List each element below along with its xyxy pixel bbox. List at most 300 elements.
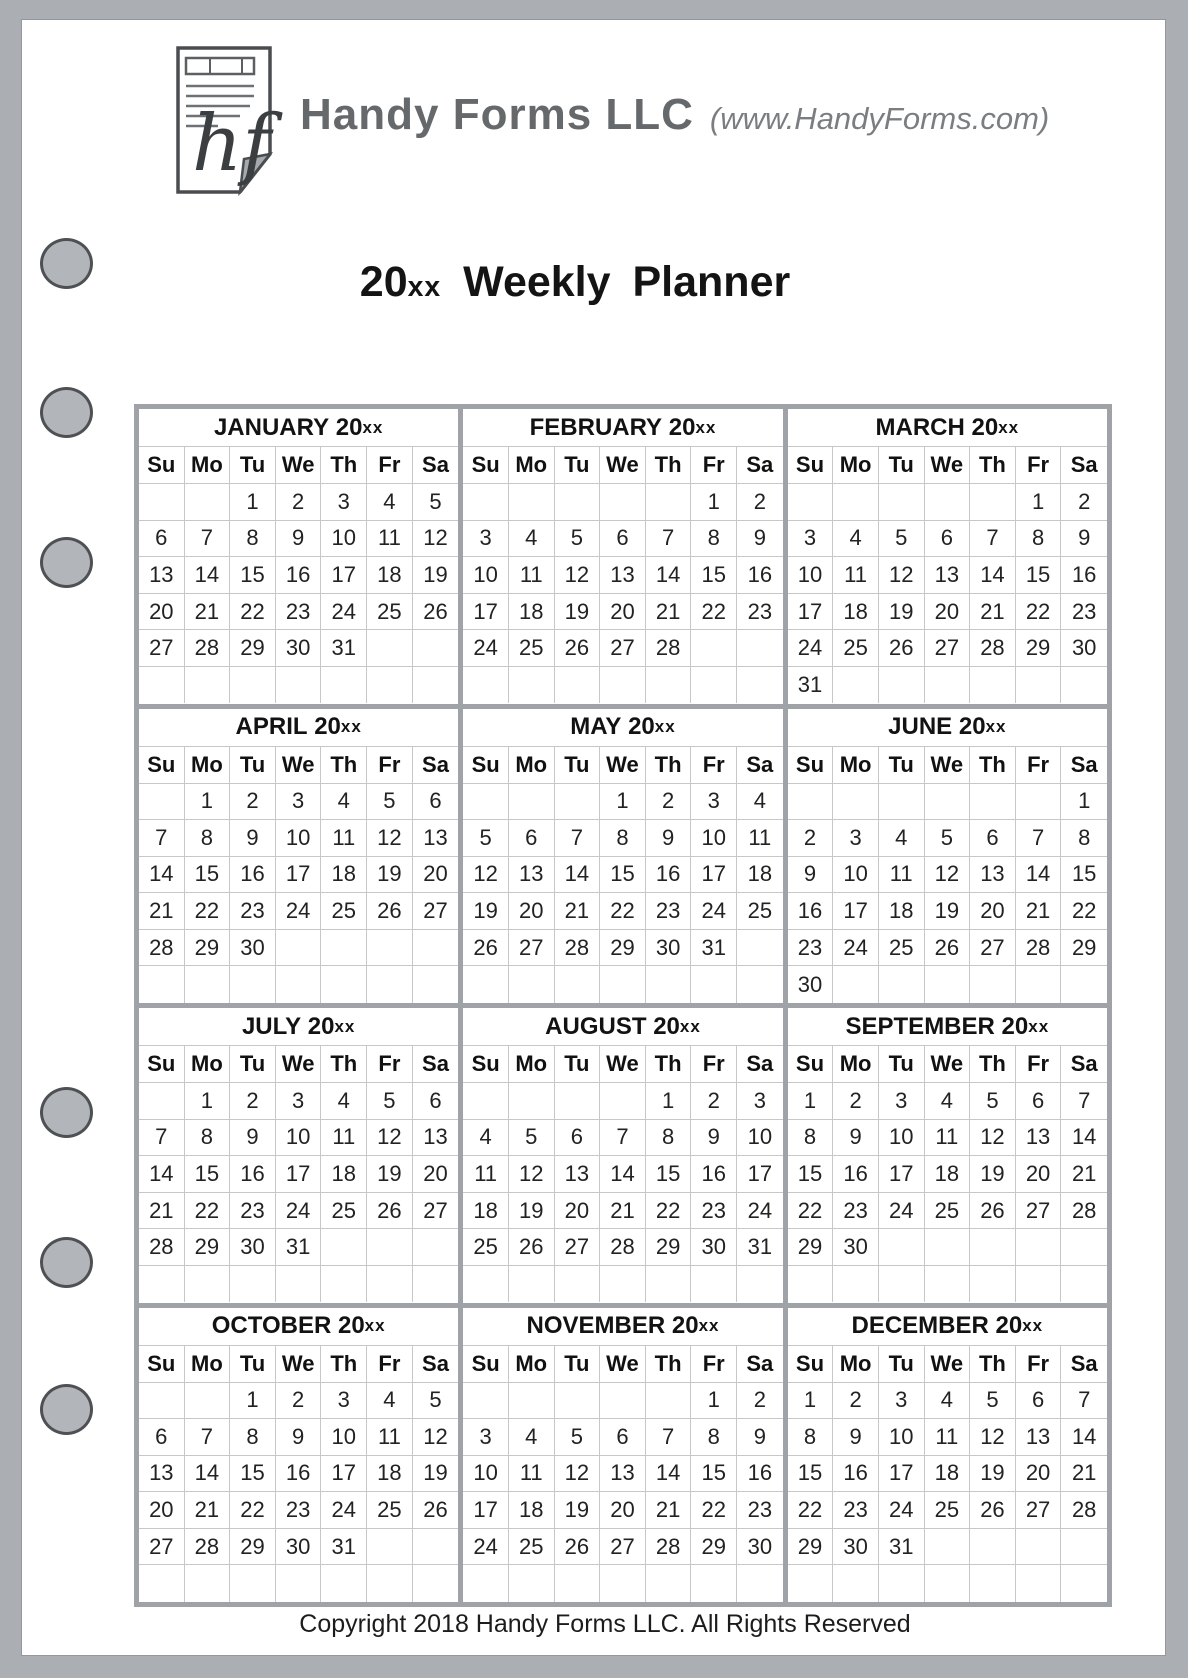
- day-cell: [367, 630, 413, 667]
- day-cell: [879, 484, 925, 521]
- day-cell: 17: [833, 893, 879, 930]
- day-cell: [1016, 1266, 1062, 1303]
- day-cell: 21: [646, 594, 692, 631]
- day-cell: 20: [555, 1193, 601, 1230]
- day-cell: 11: [321, 1120, 367, 1157]
- day-cell: 3: [788, 521, 834, 558]
- month-grid: [139, 447, 458, 704]
- day-cell: 25: [463, 1229, 509, 1266]
- day-cell: 28: [185, 630, 231, 667]
- month-grid: [463, 1346, 782, 1603]
- day-cell: 3: [691, 784, 737, 821]
- day-cell: 12: [879, 557, 925, 594]
- day-cell: 19: [509, 1193, 555, 1230]
- month-year-suffix: xx: [985, 717, 1007, 736]
- day-cell: 6: [413, 1083, 459, 1120]
- month-year: 20: [668, 413, 696, 441]
- weekday-header: Mo: [185, 447, 231, 484]
- day-cell: 23: [737, 1492, 783, 1529]
- day-cell: 3: [879, 1083, 925, 1120]
- day-cell: [970, 1529, 1016, 1566]
- day-cell: 30: [833, 1529, 879, 1566]
- month-year: 20: [1001, 1012, 1029, 1040]
- month-title: [139, 409, 458, 447]
- day-cell: [879, 667, 925, 704]
- day-cell: 14: [600, 1156, 646, 1193]
- day-cell: 3: [321, 1383, 367, 1420]
- day-cell: [737, 630, 783, 667]
- day-cell: [321, 930, 367, 967]
- weekday-header: Fr: [367, 1346, 413, 1383]
- day-cell: 5: [879, 521, 925, 558]
- brand-name: Handy Forms LLC: [300, 90, 694, 139]
- weekday-header: Su: [788, 1346, 834, 1383]
- day-cell: [139, 784, 185, 821]
- day-cell: 2: [833, 1083, 879, 1120]
- day-cell: 28: [185, 1529, 231, 1566]
- day-cell: 1: [185, 1083, 231, 1120]
- day-cell: 24: [321, 1492, 367, 1529]
- day-cell: 2: [1061, 484, 1107, 521]
- day-cell: 1: [788, 1083, 834, 1120]
- day-cell: 4: [833, 521, 879, 558]
- day-cell: 8: [1061, 820, 1107, 857]
- day-cell: 5: [925, 820, 971, 857]
- day-cell: 11: [737, 820, 783, 857]
- day-cell: 25: [321, 893, 367, 930]
- weekday-header: Fr: [367, 747, 413, 784]
- day-cell: [463, 1565, 509, 1602]
- weekday-header: Sa: [413, 1346, 459, 1383]
- day-cell: 11: [321, 820, 367, 857]
- weekday-header: Fr: [1016, 447, 1062, 484]
- day-cell: 14: [139, 857, 185, 894]
- day-cell: 16: [230, 1156, 276, 1193]
- day-cell: [413, 966, 459, 1003]
- day-cell: 21: [555, 893, 601, 930]
- day-cell: [1016, 784, 1062, 821]
- day-cell: 16: [737, 1456, 783, 1493]
- day-cell: [1061, 1565, 1107, 1602]
- copyright-line: Copyright 2018 Handy Forms LLC. All Rights Reserved: [299, 1610, 911, 1638]
- weekday-header: Fr: [691, 447, 737, 484]
- day-cell: 20: [509, 893, 555, 930]
- day-cell: [509, 1083, 555, 1120]
- day-cell: 1: [600, 784, 646, 821]
- day-cell: 28: [139, 930, 185, 967]
- day-cell: 25: [367, 594, 413, 631]
- day-cell: 20: [1016, 1156, 1062, 1193]
- weekday-header: Fr: [367, 447, 413, 484]
- weekday-header: Sa: [413, 747, 459, 784]
- day-cell: 14: [970, 557, 1016, 594]
- weekday-header: Th: [646, 447, 692, 484]
- day-cell: [600, 1565, 646, 1602]
- day-cell: [1061, 1266, 1107, 1303]
- day-cell: [413, 930, 459, 967]
- document-icon: [168, 42, 284, 198]
- weekday-header: We: [925, 1046, 971, 1083]
- day-cell: 21: [185, 594, 231, 631]
- day-cell: [139, 966, 185, 1003]
- weekday-header: Th: [646, 747, 692, 784]
- day-cell: [925, 1529, 971, 1566]
- day-cell: [321, 1266, 367, 1303]
- month-name: JUNE: [888, 713, 953, 740]
- day-cell: 18: [833, 594, 879, 631]
- month-title: [139, 1008, 458, 1046]
- weekday-header: We: [600, 747, 646, 784]
- day-cell: 13: [925, 557, 971, 594]
- day-cell: [600, 966, 646, 1003]
- weekday-header: Sa: [737, 1346, 783, 1383]
- day-cell: 24: [737, 1193, 783, 1230]
- day-cell: 5: [970, 1383, 1016, 1420]
- day-cell: [737, 1565, 783, 1602]
- day-cell: 15: [185, 1156, 231, 1193]
- day-cell: 2: [691, 1083, 737, 1120]
- day-cell: 15: [788, 1456, 834, 1493]
- day-cell: 28: [555, 930, 601, 967]
- day-cell: 25: [321, 1193, 367, 1230]
- day-cell: 4: [509, 1419, 555, 1456]
- day-cell: 26: [555, 1529, 601, 1566]
- day-cell: 9: [691, 1120, 737, 1157]
- day-cell: 30: [788, 966, 834, 1003]
- day-cell: 31: [691, 930, 737, 967]
- day-cell: 24: [463, 1529, 509, 1566]
- weekday-header: Su: [139, 747, 185, 784]
- weekday-header: Fr: [691, 1046, 737, 1083]
- month-block-may: [463, 709, 782, 1004]
- weekday-header: Tu: [879, 447, 925, 484]
- day-cell: [509, 784, 555, 821]
- day-cell: 6: [413, 784, 459, 821]
- day-cell: [185, 966, 231, 1003]
- day-cell: 18: [367, 1456, 413, 1493]
- month-title: [788, 1308, 1107, 1346]
- day-cell: 25: [509, 630, 555, 667]
- day-cell: [276, 667, 322, 704]
- day-cell: [970, 966, 1016, 1003]
- day-cell: 22: [691, 594, 737, 631]
- day-cell: 3: [833, 820, 879, 857]
- day-cell: [367, 1229, 413, 1266]
- weekday-header: Su: [139, 1046, 185, 1083]
- day-cell: 23: [646, 893, 692, 930]
- day-cell: 20: [1016, 1456, 1062, 1493]
- month-year: 20: [995, 1312, 1023, 1339]
- day-cell: 1: [646, 1083, 692, 1120]
- day-cell: 19: [970, 1156, 1016, 1193]
- day-cell: 8: [600, 820, 646, 857]
- day-cell: [1016, 1565, 1062, 1602]
- day-cell: [555, 484, 601, 521]
- day-cell: 2: [788, 820, 834, 857]
- weekday-header: Sa: [737, 447, 783, 484]
- day-cell: [788, 784, 834, 821]
- brand-header: [300, 90, 1049, 140]
- day-cell: 13: [413, 820, 459, 857]
- day-cell: 29: [1061, 930, 1107, 967]
- month-grid: [463, 447, 782, 704]
- weekday-header: Tu: [555, 1046, 601, 1083]
- month-name: MARCH: [875, 413, 965, 441]
- day-cell: 10: [737, 1120, 783, 1157]
- weekday-header: Fr: [1016, 747, 1062, 784]
- day-cell: 6: [970, 820, 1016, 857]
- day-cell: [788, 484, 834, 521]
- weekday-header: We: [925, 447, 971, 484]
- day-cell: 31: [737, 1229, 783, 1266]
- day-cell: [413, 1229, 459, 1266]
- day-cell: 27: [413, 1193, 459, 1230]
- day-cell: [463, 1083, 509, 1120]
- day-cell: 30: [691, 1229, 737, 1266]
- day-cell: 2: [833, 1383, 879, 1420]
- day-cell: [367, 1266, 413, 1303]
- weekday-header: Su: [463, 1046, 509, 1083]
- weekday-header: Su: [463, 1346, 509, 1383]
- day-cell: [230, 667, 276, 704]
- day-cell: 25: [367, 1492, 413, 1529]
- day-cell: 19: [413, 557, 459, 594]
- day-cell: 15: [230, 557, 276, 594]
- day-cell: 5: [367, 1083, 413, 1120]
- day-cell: 21: [970, 594, 1016, 631]
- weekday-header: Th: [321, 1046, 367, 1083]
- weekday-header: Su: [463, 747, 509, 784]
- day-cell: 3: [737, 1083, 783, 1120]
- day-cell: [879, 784, 925, 821]
- day-cell: 8: [788, 1120, 834, 1157]
- day-cell: 14: [1061, 1120, 1107, 1157]
- day-cell: 21: [185, 1492, 231, 1529]
- day-cell: 13: [139, 1456, 185, 1493]
- day-cell: 20: [139, 594, 185, 631]
- day-cell: [367, 930, 413, 967]
- day-cell: 6: [600, 1419, 646, 1456]
- day-cell: 12: [509, 1156, 555, 1193]
- day-cell: [788, 1266, 834, 1303]
- day-cell: [788, 1565, 834, 1602]
- day-cell: 2: [737, 484, 783, 521]
- day-cell: 13: [1016, 1419, 1062, 1456]
- day-cell: 14: [1061, 1419, 1107, 1456]
- day-cell: 12: [970, 1419, 1016, 1456]
- day-cell: 19: [879, 594, 925, 631]
- day-cell: 15: [646, 1156, 692, 1193]
- month-title: [139, 709, 458, 747]
- day-cell: 25: [833, 630, 879, 667]
- day-cell: 4: [925, 1083, 971, 1120]
- day-cell: [833, 1565, 879, 1602]
- weekday-header: Tu: [555, 1346, 601, 1383]
- day-cell: 14: [555, 857, 601, 894]
- day-cell: 23: [230, 893, 276, 930]
- day-cell: 30: [276, 630, 322, 667]
- day-cell: 7: [646, 1419, 692, 1456]
- month-block-july: [139, 1008, 458, 1303]
- day-cell: [463, 484, 509, 521]
- day-cell: [321, 1565, 367, 1602]
- day-cell: 6: [139, 1419, 185, 1456]
- day-cell: 16: [833, 1456, 879, 1493]
- month-block-february: [463, 409, 782, 704]
- day-cell: [555, 1083, 601, 1120]
- day-cell: 9: [276, 1419, 322, 1456]
- day-cell: [139, 667, 185, 704]
- month-name: JULY: [241, 1012, 302, 1040]
- weekday-header: Th: [970, 447, 1016, 484]
- day-cell: 29: [600, 930, 646, 967]
- month-name: MAY: [570, 713, 622, 740]
- day-cell: [925, 484, 971, 521]
- day-cell: 16: [1061, 557, 1107, 594]
- day-cell: [185, 1383, 231, 1420]
- day-cell: 1: [230, 1383, 276, 1420]
- day-cell: 3: [463, 521, 509, 558]
- day-cell: 6: [139, 521, 185, 558]
- day-cell: 22: [1061, 893, 1107, 930]
- day-cell: 8: [185, 820, 231, 857]
- day-cell: 12: [555, 1456, 601, 1493]
- day-cell: 17: [463, 594, 509, 631]
- day-cell: 17: [737, 1156, 783, 1193]
- day-cell: 8: [788, 1419, 834, 1456]
- day-cell: 27: [600, 630, 646, 667]
- day-cell: [646, 484, 692, 521]
- day-cell: 18: [879, 893, 925, 930]
- weekday-header: Tu: [555, 447, 601, 484]
- day-cell: 11: [509, 1456, 555, 1493]
- day-cell: [185, 1266, 231, 1303]
- day-cell: [970, 484, 1016, 521]
- day-cell: 29: [788, 1529, 834, 1566]
- day-cell: 18: [509, 1492, 555, 1529]
- day-cell: 10: [463, 557, 509, 594]
- day-cell: 16: [276, 557, 322, 594]
- day-cell: [367, 667, 413, 704]
- day-cell: 1: [185, 784, 231, 821]
- day-cell: 26: [879, 630, 925, 667]
- day-cell: 22: [600, 893, 646, 930]
- day-cell: 26: [367, 893, 413, 930]
- punch-hole: [40, 387, 93, 438]
- day-cell: [185, 484, 231, 521]
- day-cell: 8: [646, 1120, 692, 1157]
- month-year-suffix: xx: [695, 417, 717, 437]
- day-cell: 6: [925, 521, 971, 558]
- day-cell: 4: [925, 1383, 971, 1420]
- day-cell: 10: [321, 521, 367, 558]
- month-year-suffix: xx: [340, 717, 362, 736]
- month-year: 20: [307, 1012, 335, 1040]
- brand-website: (www.HandyForms.com): [709, 101, 1050, 136]
- day-cell: 20: [139, 1492, 185, 1529]
- day-cell: [139, 1565, 185, 1602]
- day-cell: 27: [139, 630, 185, 667]
- day-cell: [463, 667, 509, 704]
- weekday-header: Th: [321, 447, 367, 484]
- day-cell: 17: [276, 1156, 322, 1193]
- day-cell: 26: [463, 930, 509, 967]
- day-cell: 24: [463, 630, 509, 667]
- weekday-header: Tu: [230, 1346, 276, 1383]
- day-cell: 22: [788, 1193, 834, 1230]
- day-cell: [555, 667, 601, 704]
- month-year: 20: [971, 413, 999, 441]
- punch-hole: [40, 1237, 93, 1288]
- day-cell: 17: [879, 1156, 925, 1193]
- weekday-header: Tu: [230, 747, 276, 784]
- day-cell: 3: [879, 1383, 925, 1420]
- day-cell: [230, 1266, 276, 1303]
- day-cell: 24: [321, 594, 367, 631]
- day-cell: 3: [463, 1419, 509, 1456]
- day-cell: 22: [230, 1492, 276, 1529]
- day-cell: [833, 784, 879, 821]
- day-cell: 7: [139, 820, 185, 857]
- day-cell: [509, 1266, 555, 1303]
- day-cell: 13: [509, 857, 555, 894]
- month-block-april: [139, 709, 458, 1004]
- title-year: 20: [359, 258, 408, 306]
- day-cell: 3: [321, 484, 367, 521]
- month-block-august: [463, 1008, 782, 1303]
- day-cell: 17: [879, 1456, 925, 1493]
- day-cell: 5: [509, 1120, 555, 1157]
- day-cell: [737, 1266, 783, 1303]
- day-cell: [879, 1565, 925, 1602]
- weekday-header: We: [276, 1346, 322, 1383]
- day-cell: 16: [788, 893, 834, 930]
- day-cell: 13: [555, 1156, 601, 1193]
- weekday-header: Su: [463, 447, 509, 484]
- day-cell: 14: [1016, 857, 1062, 894]
- weekday-header: We: [276, 1046, 322, 1083]
- day-cell: 7: [185, 521, 231, 558]
- day-cell: 1: [691, 484, 737, 521]
- day-cell: [555, 784, 601, 821]
- day-cell: [230, 966, 276, 1003]
- day-cell: 24: [879, 1193, 925, 1230]
- weekday-header: Th: [321, 747, 367, 784]
- punch-hole: [40, 537, 93, 588]
- day-cell: [879, 966, 925, 1003]
- month-title: [788, 409, 1107, 447]
- month-year-suffix: xx: [998, 417, 1020, 437]
- day-cell: 12: [367, 820, 413, 857]
- day-cell: 18: [367, 557, 413, 594]
- day-cell: 17: [276, 857, 322, 894]
- day-cell: 8: [691, 521, 737, 558]
- day-cell: [737, 667, 783, 704]
- weekday-header: Mo: [509, 1046, 555, 1083]
- day-cell: 23: [691, 1193, 737, 1230]
- day-cell: 19: [413, 1456, 459, 1493]
- day-cell: 21: [139, 1193, 185, 1230]
- weekday-header: Sa: [737, 747, 783, 784]
- day-cell: 31: [879, 1529, 925, 1566]
- day-cell: 6: [509, 820, 555, 857]
- day-cell: 24: [691, 893, 737, 930]
- title-text: Weekly Planner: [463, 258, 791, 306]
- day-cell: 8: [230, 521, 276, 558]
- day-cell: 21: [1061, 1156, 1107, 1193]
- punch-hole: [40, 1087, 93, 1138]
- month-name: AUGUST: [545, 1012, 647, 1040]
